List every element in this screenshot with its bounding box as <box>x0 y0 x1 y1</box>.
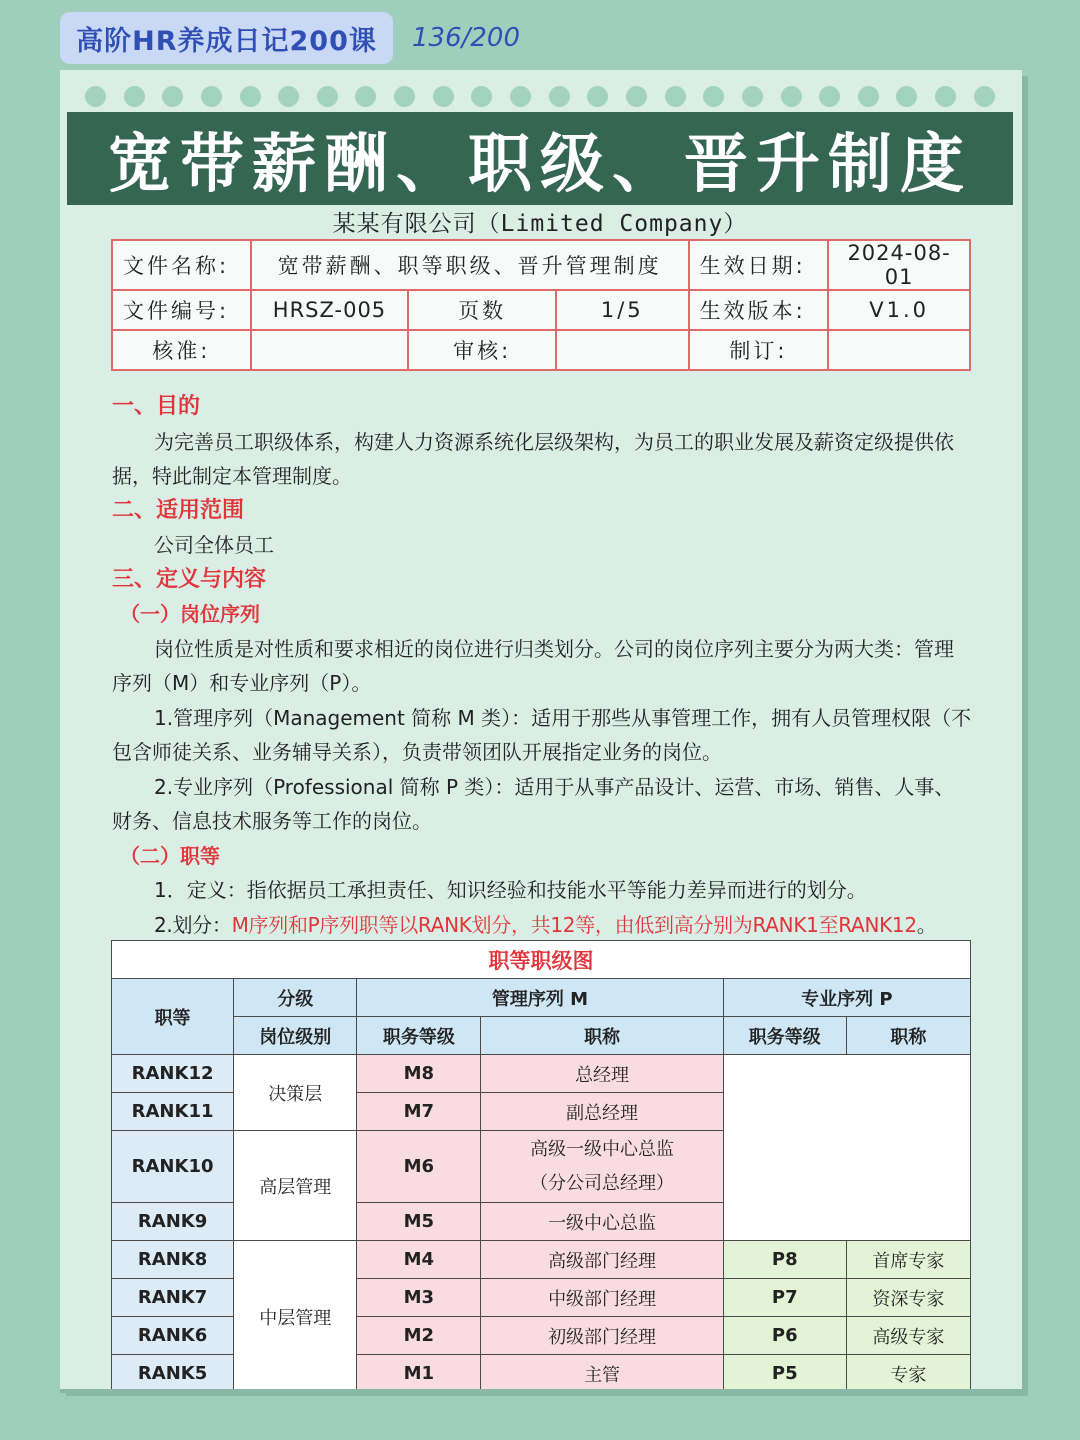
level-decision: 决策层 <box>234 1055 357 1131</box>
review-value <box>556 330 689 370</box>
file-number-value: HRSZ-005 <box>251 290 409 330</box>
m-grade-cell: M4 <box>357 1241 481 1279</box>
position-series-text: 岗位性质是对性质和要求相近的岗位进行归类划分。公司的岗位序列主要分为两大类：管理序列（M）和专业序列（P）。 <box>112 636 954 695</box>
p-grade-cell: P6 <box>723 1317 846 1355</box>
file-number-label: 文件编号: <box>112 290 251 330</box>
section-definition-heading: 三、定义与内容 <box>112 566 267 592</box>
header-p-title: 职称 <box>846 1017 970 1055</box>
level-senior: 高层管理 <box>234 1131 357 1241</box>
m-grade-cell: M8 <box>357 1055 481 1093</box>
header-level-group: 分级 <box>234 979 357 1017</box>
binder-holes <box>85 86 995 108</box>
m-grade-cell: M5 <box>357 1203 481 1241</box>
p-grade-cell: P7 <box>723 1279 846 1317</box>
header-position-level: 岗位级别 <box>234 1017 357 1055</box>
rank-division-highlight: M序列和P序列职等以RANK划分，共12等，由低到高分别为RANK1至RANK12 <box>231 912 917 937</box>
p-title-cell: 资深专家 <box>846 1279 970 1317</box>
section-purpose-text: 为完善员工职级体系，构建人力资源系统化层级架构，为员工的职业发展及薪资定级提供依据，特此制定本管理制度。 <box>112 429 954 488</box>
page-count-value: 1/5 <box>556 290 689 330</box>
draft-value <box>828 330 970 370</box>
rank-cell: RANK9 <box>112 1203 234 1241</box>
file-name-value: 宽带薪酬、职等职级、晋升管理制度 <box>251 240 689 290</box>
version-value: V1.0 <box>828 290 970 330</box>
rank-cell: RANK6 <box>112 1317 234 1355</box>
header-m-grade: 职务等级 <box>357 1017 481 1055</box>
rank-cell: RANK10 <box>112 1131 234 1203</box>
m-grade-cell: M1 <box>357 1355 481 1393</box>
p-title-cell: 专家 <box>846 1355 970 1393</box>
rank-cell: RANK7 <box>112 1279 234 1317</box>
rank-grade-table <box>111 940 971 1393</box>
management-series-text: 1.管理序列（Management 简称 M 类）：适用于那些从事管理工作，拥有人员管理权限（不包含师徒关系、业务辅导关系），负责带领团队开展指定业务的岗位。 <box>112 705 972 764</box>
document-body <box>112 390 972 942</box>
m-title-cell: 副总经理 <box>481 1093 723 1131</box>
m-title-cell <box>481 1131 723 1203</box>
document-title: 宽带薪酬、职级、晋升制度 <box>108 126 972 202</box>
document-info-table <box>111 239 971 371</box>
header-m-title: 职称 <box>481 1017 723 1055</box>
p-title-cell: 首席专家 <box>846 1241 970 1279</box>
p-grade-cell: P5 <box>723 1355 846 1393</box>
m-title-cell: 总经理 <box>481 1055 723 1093</box>
rank-cell: RANK12 <box>112 1055 234 1093</box>
m-grade-cell: M6 <box>357 1131 481 1203</box>
header-professional-series: 专业序列 P <box>723 979 970 1017</box>
m-title-cell: 一级中心总监 <box>481 1203 723 1241</box>
level-middle: 中层管理 <box>234 1241 357 1393</box>
header-management-series: 管理序列 M <box>357 979 723 1017</box>
effective-date-value: 2024-08-01 <box>828 240 970 290</box>
section-purpose-heading: 一、目的 <box>112 394 201 419</box>
effective-date-label: 生效日期: <box>689 240 829 290</box>
subsection-rank-heading: （二）职等 <box>120 843 220 868</box>
m-title-cell: 中级部门经理 <box>481 1279 723 1317</box>
subsection-position-series-heading: （一）岗位序列 <box>120 602 260 626</box>
rank-cell: RANK5 <box>112 1355 234 1393</box>
rank-division-text <box>112 908 972 943</box>
rank-division-end: 。 <box>916 912 937 937</box>
rank-cell: RANK8 <box>112 1241 234 1279</box>
title-banner <box>67 112 1013 205</box>
m-title-cell: 主管 <box>481 1355 723 1393</box>
m-grade-cell: M7 <box>357 1093 481 1131</box>
p-grade-cell: P8 <box>723 1241 846 1279</box>
m-grade-cell: M3 <box>357 1279 481 1317</box>
approve-label: 核准: <box>112 330 251 370</box>
m-title-line-2: （分公司总经理） <box>530 1172 675 1194</box>
file-name-label: 文件名称: <box>112 240 251 290</box>
draft-label: 制订: <box>689 330 829 370</box>
approve-value <box>251 330 409 370</box>
review-label: 审核: <box>408 330 556 370</box>
header-rank: 职等 <box>112 979 234 1055</box>
lesson-counter: 136/200 <box>412 23 521 53</box>
paper-bottom-edge <box>60 1389 1022 1393</box>
company-name: 某某有限公司（Limited Company） <box>332 211 748 237</box>
rank-definition-text: 1．定义：指依据员工承担责任、知识经验和技能水平等能力差异而进行的划分。 <box>154 878 867 902</box>
section-scope-text: 公司全体员工 <box>154 533 274 557</box>
rank-cell: RANK11 <box>112 1093 234 1131</box>
grade-table-title: 职等职级图 <box>112 941 971 979</box>
rank-division-prefix: 2.划分： <box>154 912 232 937</box>
p-series-empty <box>723 1055 970 1241</box>
p-title-cell: 高级专家 <box>846 1317 970 1355</box>
version-label: 生效版本: <box>689 290 829 330</box>
header-p-grade: 职务等级 <box>723 1017 846 1055</box>
m-title-cell: 初级部门经理 <box>481 1317 723 1355</box>
m-grade-cell: M2 <box>357 1317 481 1355</box>
professional-series-text: 2.专业序列（Professional 简称 P 类）：适用于从事产品设计、运营、市场、销售、人事、财务、信息技术服务等工作的岗位。 <box>112 774 955 833</box>
page-count-label: 页数 <box>408 290 556 330</box>
m-title-cell: 高级部门经理 <box>481 1241 723 1279</box>
m-title-line-1: 高级一级中心总监 <box>530 1138 675 1160</box>
course-badge: 高阶HR养成日记200课 <box>60 12 393 64</box>
section-scope-heading: 二、适用范围 <box>112 497 245 523</box>
